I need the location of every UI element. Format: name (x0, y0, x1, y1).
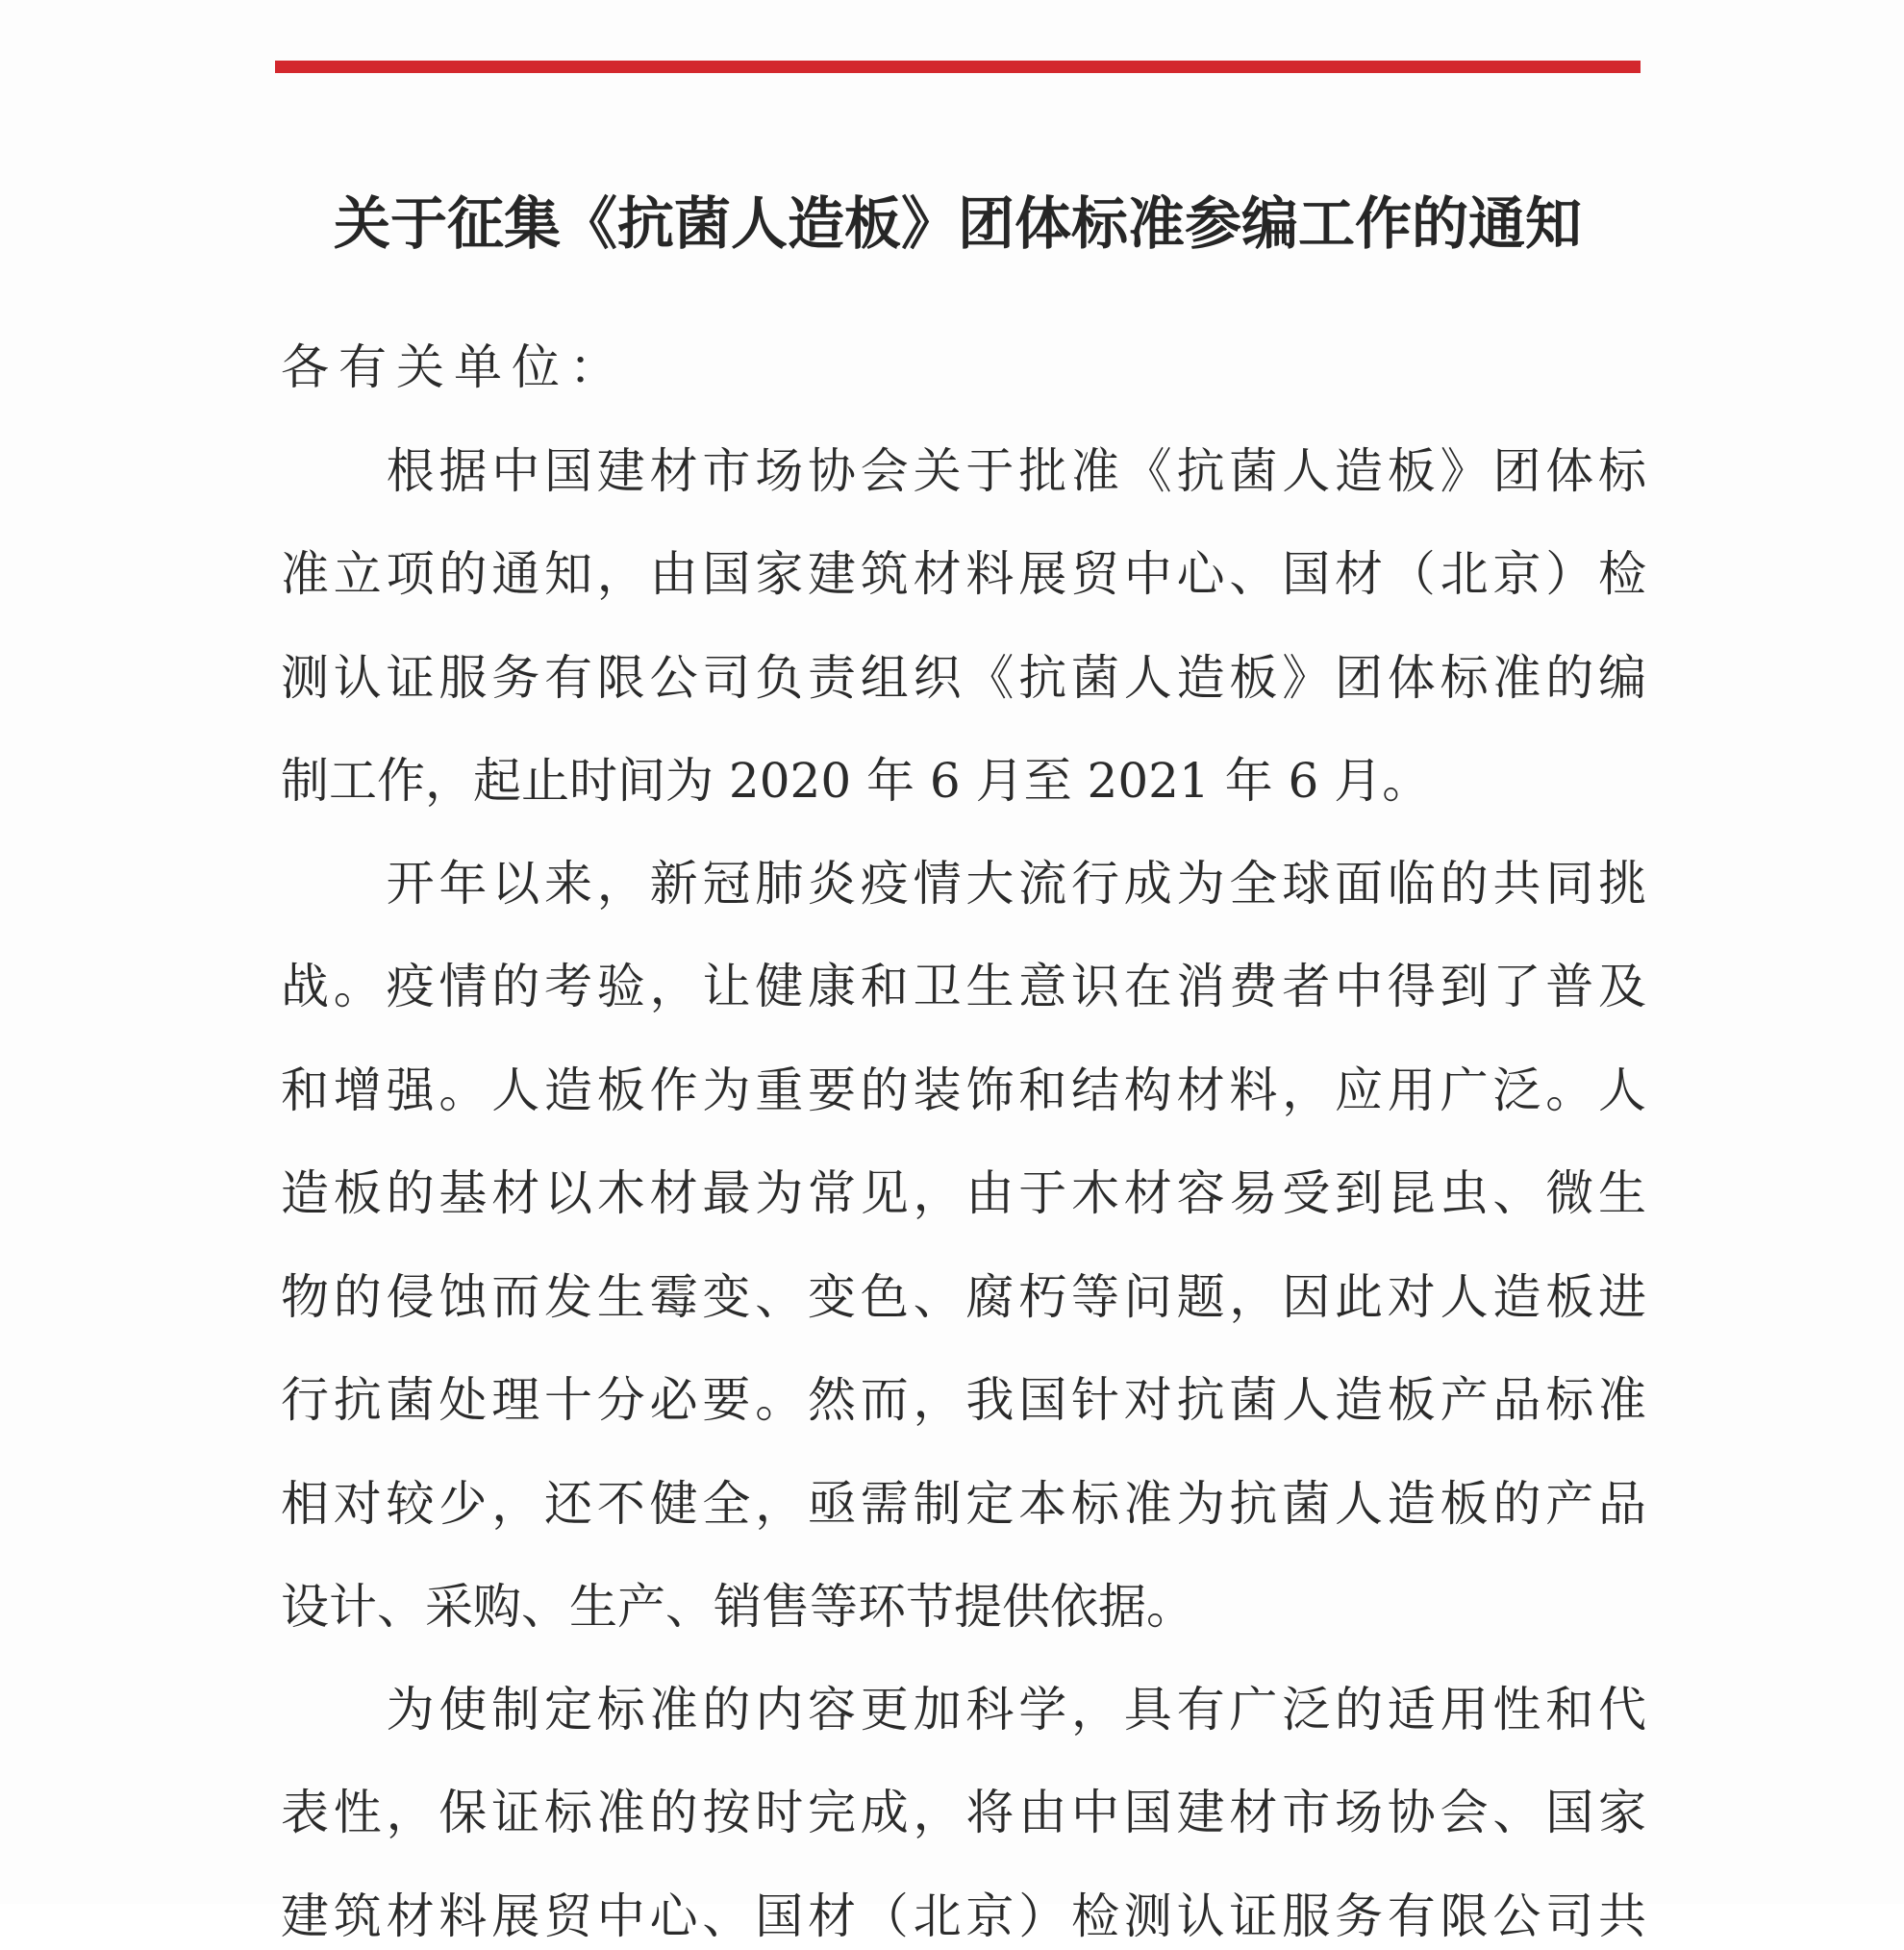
paragraph-line: 行抗菌处理十分必要。然而，我国针对抗菌人造板产品标准 (281, 1372, 1646, 1428)
paragraph-line: 根据中国建材市场协会关于批准《抗菌人造板》团体标 (281, 443, 1646, 499)
paragraph-line: 战。疫情的考验，让健康和卫生意识在消费者中得到了普及 (281, 959, 1646, 1014)
paragraph-line: 相对较少，还不健全，亟需制定本标准为抗菌人造板的产品 (281, 1476, 1646, 1532)
paragraph-line: 设计、采购、生产、销售等环节提供依据。 (281, 1579, 1194, 1635)
paragraph-line: 表性，保证标准的按时完成，将由中国建材市场协会、国家 (281, 1785, 1646, 1840)
paragraph-line: 制工作，起止时间为 2020 年 6 月至 2021 年 6 月。 (281, 753, 1431, 809)
paragraph-line: 建筑材料展贸中心、国材（北京）检测认证服务有限公司共 (281, 1888, 1646, 1944)
paragraph-line: 造板的基材以木材最为常见，由于木材容易受到昆虫、微生 (281, 1165, 1646, 1221)
paragraph-line: 为使制定标准的内容更加科学，具有广泛的适用性和代 (281, 1682, 1646, 1738)
header-red-rule (275, 61, 1641, 73)
paragraph-line: 开年以来，新冠肺炎疫情大流行成为全球面临的共同挑 (281, 856, 1646, 912)
paragraph-line: 测认证服务有限公司负责组织《抗菌人造板》团体标准的编 (281, 650, 1646, 706)
paragraph-line: 和增强。人造板作为重要的装饰和结构材料，应用广泛。人 (281, 1062, 1646, 1118)
document-title: 关于征集《抗菌人造板》团体标准参编工作的通知 (333, 190, 1582, 257)
paragraph-line: 准立项的通知，由国家建筑材料展贸中心、国材（北京）检 (281, 546, 1646, 602)
salutation: 各有关单位： (281, 339, 627, 395)
paragraph-line: 物的侵蚀而发生霉变、变色、腐朽等问题，因此对人造板进 (281, 1269, 1646, 1325)
